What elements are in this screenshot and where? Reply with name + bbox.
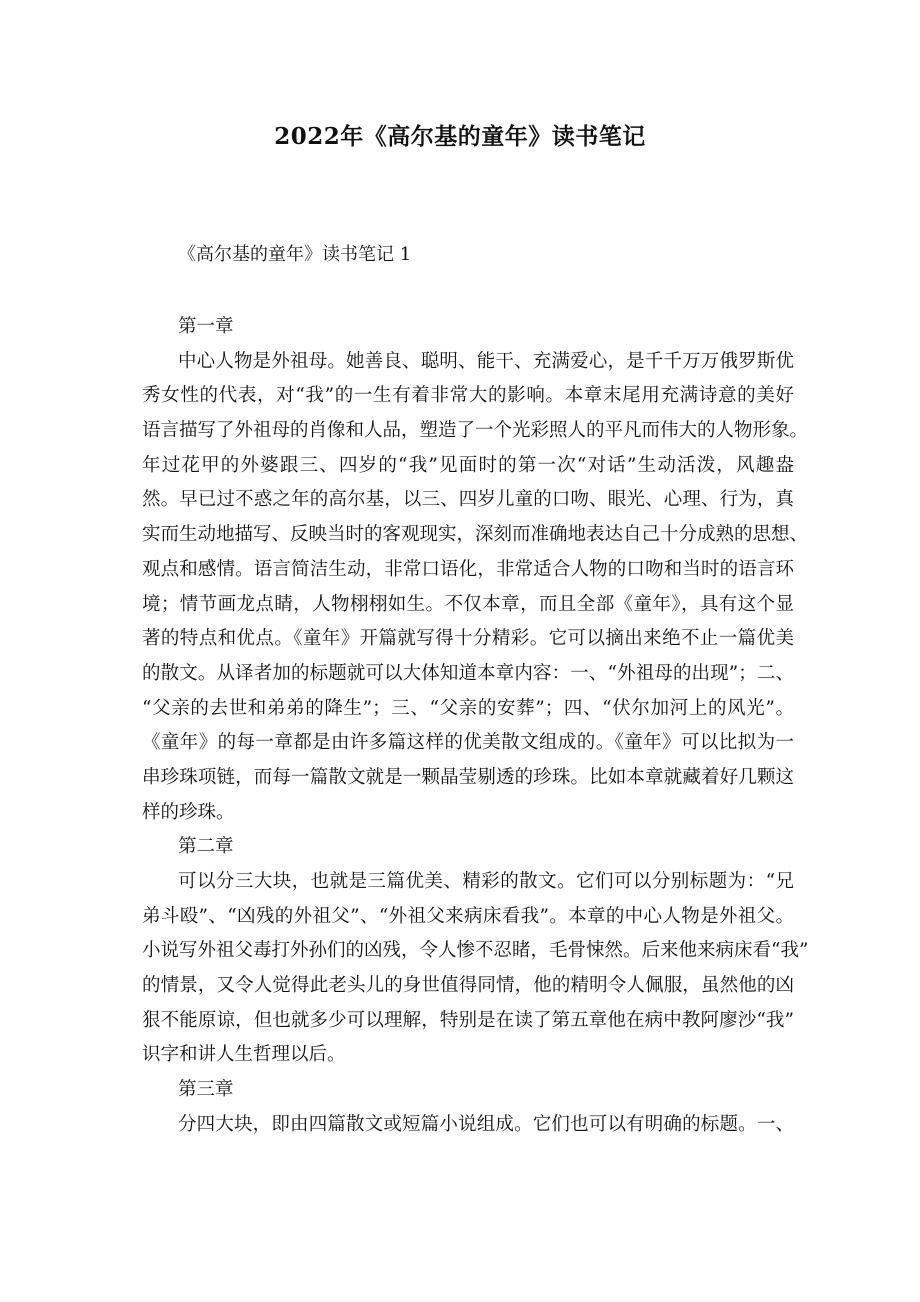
body-line: 《童年》的每一章都是由许多篇这样的优美散文组成的。《童年》可以比拟为一 bbox=[142, 732, 794, 754]
document-title: 2022年《高尔基的童年》读书笔记 bbox=[274, 123, 646, 150]
body-line: “父亲的去世和弟弟的降生”；三、“父亲的安葬”；四、“伏尔加河上的风光”。 bbox=[142, 697, 794, 719]
body-line: 著的特点和优点。《童年》开篇就写得十分精彩。它可以摘出来绝不止一篇优美 bbox=[142, 628, 794, 650]
body-line: 样的珍珠。 bbox=[142, 801, 235, 823]
chapter-heading: 第三章 bbox=[178, 1079, 234, 1101]
body-line: 可以分三大块，也就是三篇优美、精彩的散文。它们可以分别标题为：“兄 bbox=[178, 871, 794, 892]
chapter-heading: 第二章 bbox=[178, 836, 234, 858]
body-line: 小说写外祖父毒打外孙们的凶残，令人惨不忍睹，毛骨悚然。后来他来病床看“我” bbox=[142, 940, 809, 962]
body-line: 年过花甲的外婆跟三、四岁的“我”见面时的第一次“对话”生动活泼，风趣盎 bbox=[142, 454, 794, 476]
body-line: 观点和感情。语言简洁生动，非常口语化，非常适合人物的口吻和当时的语言环 bbox=[142, 558, 794, 580]
chapter-heading: 第一章 bbox=[178, 316, 234, 337]
body-line: 串珍珠项链，而每一篇散文就是一颗晶莹剔透的珍珠。比如本章就藏着好几颗这 bbox=[142, 766, 794, 788]
body-line: 的散文。从译者加的标题就可以大体知道本章内容：一、“外祖母的出现”；二、 bbox=[142, 662, 794, 684]
document-body bbox=[142, 310, 809, 1143]
body-line: 狠不能原谅，但也就多少可以理解，特别是在读了第五章他在病中教阿廖沙“我” bbox=[142, 1009, 794, 1031]
body-line: 的情景，又令人觉得此老头儿的身世值得同情，他的精明令人佩服，虽然他的凶 bbox=[142, 975, 794, 997]
body-line: 中心人物是外祖母。她善良、聪明、能干、充满爱心，是千千万万俄罗斯优 bbox=[178, 350, 794, 372]
body-line: 实而生动地描写、反映当时的客观现实，深刻而准确地表达自己十分成熟的思想、 bbox=[142, 524, 809, 546]
body-line: 秀女性的代表，对“我”的一生有着非常大的影响。本章末尾用充满诗意的美好 bbox=[142, 385, 794, 407]
body-line: 识字和讲人生哲理以后。 bbox=[142, 1044, 346, 1066]
body-line: 然。早已过不惑之年的高尔基，以三、四岁儿童的口吻、眼光、心理、行为，真 bbox=[142, 489, 794, 511]
body-line: 境；情节画龙点睛，人物栩栩如生。不仅本章，而且全部《童年》，具有这个显 bbox=[142, 593, 794, 615]
body-line: 分四大块，即由四篇散文或短篇小说组成。它们也可以有明确的标题。一、 bbox=[178, 1113, 794, 1135]
body-line: 弟斗殴”、“凶残的外祖父”、“外祖父来病床看我”。本章的中心人物是外祖父。 bbox=[142, 905, 794, 927]
body-line: 语言描写了外祖母的肖像和人品，塑造了一个光彩照人的平凡而伟大的人物形象。 bbox=[142, 420, 809, 442]
document-subtitle: 《高尔基的童年》读书笔记 1 bbox=[178, 244, 412, 265]
